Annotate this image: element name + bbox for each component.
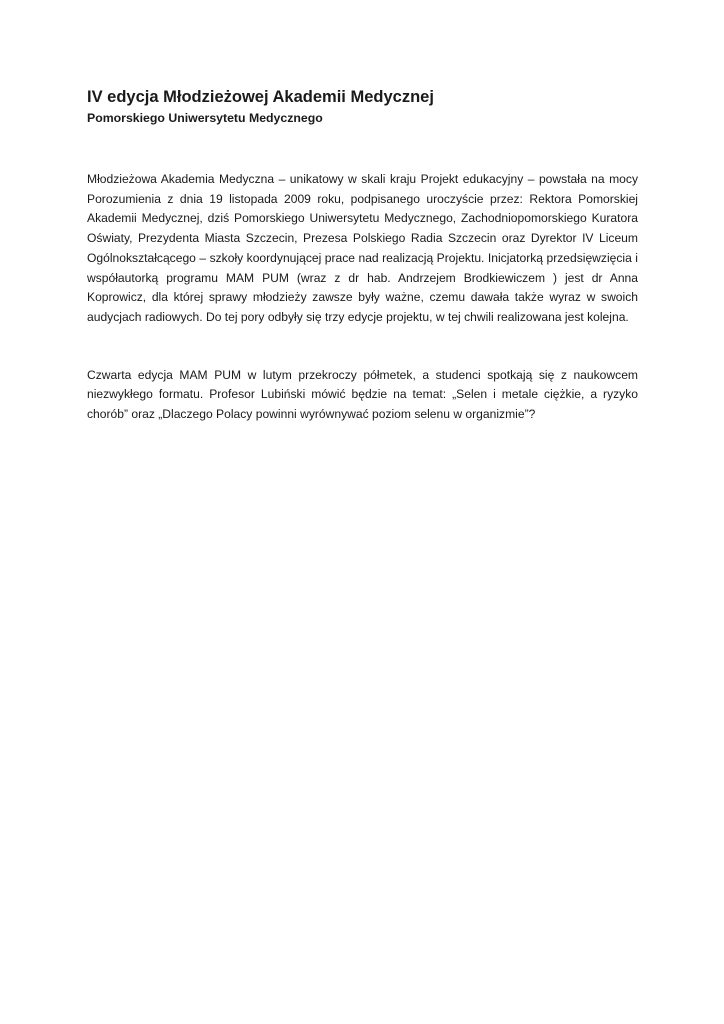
document-body — [87, 86, 638, 425]
paragraph-intro: Młodzieżowa Akademia Medyczna – unikatowy w skali kraju Projekt edukacyjny – powstała na mocy Porozumienia z dnia 19 listopada 2009 roku, podpisanego uroczyście przez: Rektora Pomorskiej Akademii Medycznej, dziś Pomorskiego Uniwersytetu Medycznego, Zachodniopomorskiego Kuratora Oświaty, Prezydenta Miasta Szczecin, Prezesa Polskiego Radia Szczecin oraz Dyrektor IV Liceum Ogólnokształcącego – szkoły koordynującej prace nad realizacją Projektu. Inicjatorką przedsięwzięcia i współautorką programu MAM PUM (wraz z dr hab. Andrzejem Brodkiewiczem ) jest dr Anna Koprowicz, dla której sprawy młodzieży zawsze były ważne, czemu dawała także wyraz w swoich audycjach radiowych. Do tej pory odbyły się trzy edycje projektu, w tej chwili realizowana jest kolejna. — [87, 172, 638, 324]
paragraph-fourth-edition: Czwarta edycja MAM PUM w lutym przekroczy półmetek, a studenci spotkają się z naukowcem niezwykłego formatu. Profesor Lubiński mówić będzie na temat: „Selen i metale ciężkie, a ryzyko chorób” oraz „Dlaczego Polacy powinni wyrównywać poziom selenu w organizmie”? — [87, 367, 638, 422]
document-title: IV edycja Młodzieżowej Akademii Medycznej — [87, 88, 434, 106]
document-subtitle: Pomorskiego Uniwersytetu Medycznego — [87, 111, 323, 125]
